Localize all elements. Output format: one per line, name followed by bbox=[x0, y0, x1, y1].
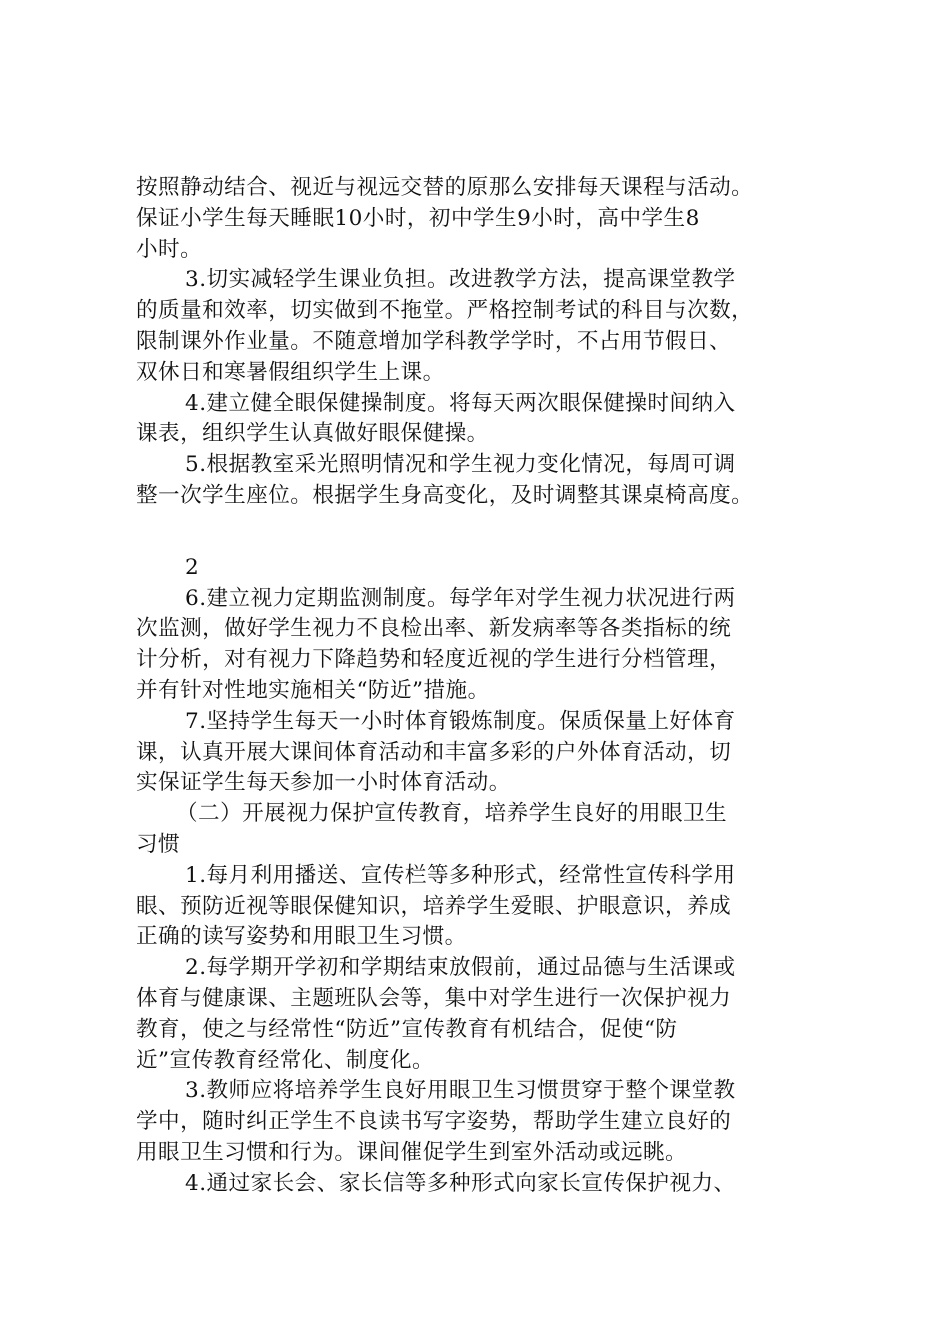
text-line: 7.坚持学生每天一小时体育锻炼制度。保质保量上好体育 bbox=[185, 708, 736, 734]
text-line: 体育与健康课、主题班队会等，集中对学生进行一次保护视力 bbox=[136, 985, 732, 1011]
page-number: 2 bbox=[185, 554, 200, 580]
text-line: 6.建立视力定期监测制度。每学年对学生视力状况进行两 bbox=[185, 585, 736, 611]
document-body bbox=[136, 173, 826, 1200]
text-line: 用眼卫生习惯和行为。课间催促学生到室外活动或远眺。 bbox=[136, 1139, 688, 1165]
text-line: 限制课外作业量。不随意增加学科教学学时，不占用节假日、 bbox=[136, 328, 732, 354]
text-line: 实保证学生每天参加一小时体育活动。 bbox=[136, 770, 511, 796]
text-line: 按照静动结合、视近与视远交替的原那么安排每天课程与活动。 bbox=[136, 175, 754, 200]
paragraph-item-6 bbox=[136, 584, 826, 707]
text-line: 学中，随时纠正学生不良读书写字姿势，帮助学生建立良好的 bbox=[136, 1109, 732, 1135]
text-line: 2.每学期开学初和学期结束放假前，通过品德与生活课或 bbox=[185, 955, 736, 981]
text-line: 5.根据教室采光照明情况和学生视力变化情况，每周可调 bbox=[185, 452, 736, 478]
text-line: 教育，使之与经常性“防近”宣传教育有机结合，促使“防 bbox=[136, 1016, 678, 1042]
text-line: 小时。 bbox=[136, 236, 203, 262]
paragraph-s2-item-2 bbox=[136, 953, 826, 1076]
text-line: 的质量和效率，切实做到不拖堂。严格控制考试的科目与次数， bbox=[136, 298, 754, 324]
text-line: 眼、预防近视等眼保健知识，培养学生爱眼、护眼意识，养成 bbox=[136, 893, 732, 919]
page-break-gap bbox=[136, 512, 826, 553]
paragraph-item-5 bbox=[136, 450, 826, 512]
text-line: 整一次学生座位。根据学生身高变化，及时调整其课桌椅高度。 bbox=[136, 482, 754, 508]
section-heading-2 bbox=[136, 799, 826, 861]
text-line: 次监测，做好学生视力不良检出率、新发病率等各类指标的统 bbox=[136, 616, 732, 642]
text-line: 并有针对性地实施相关“防近”措施。 bbox=[136, 677, 490, 703]
paragraph-s2-item-3 bbox=[136, 1076, 826, 1168]
paragraph-schedule-sleep bbox=[136, 173, 826, 265]
paragraph-s2-item-1 bbox=[136, 861, 826, 953]
paragraph-item-4 bbox=[136, 389, 826, 451]
text-line: 4.通过家长会、家长信等多种形式向家长宣传保护视力、 bbox=[185, 1170, 736, 1196]
paragraph-s2-item-4 bbox=[136, 1169, 826, 1200]
text-line: 3.教师应将培养学生良好用眼卫生习惯贯穿于整个课堂教 bbox=[185, 1078, 736, 1104]
text-line: 计分析，对有视力下降趋势和轻度近视的学生进行分档管理， bbox=[136, 647, 732, 673]
text-line: 课表，组织学生认真做好眼保健操。 bbox=[136, 421, 489, 447]
heading-line: （二）开展视力保护宣传教育，培养学生良好的用眼卫生 bbox=[176, 801, 728, 827]
text-line: 3.切实减轻学生课业负担。改进教学方法，提高课堂教学 bbox=[185, 267, 736, 293]
text-line: 近”宣传教育经常化、制度化。 bbox=[136, 1047, 435, 1073]
text-line: 正确的读写姿势和用眼卫生习惯。 bbox=[136, 924, 467, 950]
heading-line: 习惯 bbox=[136, 831, 181, 857]
text-line: 1.每月利用播送、宣传栏等多种形式，经常性宣传科学用 bbox=[185, 862, 736, 888]
paragraph-item-7 bbox=[136, 707, 826, 799]
text-line: 保证小学生每天睡眠10小时，初中学生9小时，高中学生8 bbox=[136, 205, 700, 231]
paragraph-item-3 bbox=[136, 265, 826, 388]
text-line: 双休日和寒暑假组织学生上课。 bbox=[136, 359, 445, 385]
text-line: 课，认真开展大课间体育活动和丰富多彩的户外体育活动，切 bbox=[136, 739, 732, 765]
text-line: 4.建立健全眼保健操制度。将每天两次眼保健操时间纳入 bbox=[185, 390, 736, 416]
